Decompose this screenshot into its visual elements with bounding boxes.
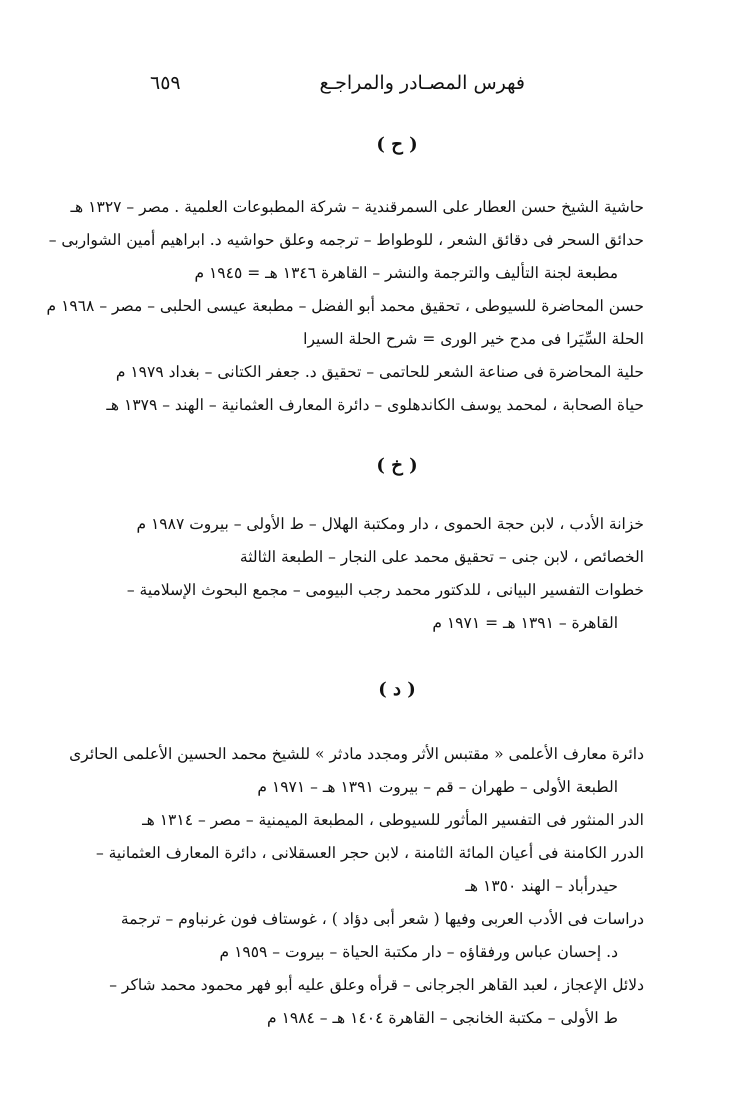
section-heading: ( ح ) bbox=[376, 134, 418, 155]
bibliography-entry bbox=[69, 738, 644, 804]
entry-line: حاشية الشيخ حسن العطار على السمرقندية – شركة المطبوعات العلمية . مصر – ١٣٢٧ هـ bbox=[70, 198, 644, 216]
bibliography-entry bbox=[106, 389, 644, 422]
bibliography-entry bbox=[120, 541, 644, 574]
entry-line: الحلة السِّيَرا فى مدح خير الورى = شرح الحلة السيرا bbox=[303, 330, 644, 348]
entry-line: الدر المنثور فى التفسير المأثور للسيوطى ، المطبعة الميمنية – مصر – ١٣١٤ هـ bbox=[142, 811, 644, 829]
section-khah bbox=[120, 446, 644, 640]
entry-line: خزانة الأدب ، لابن حجة الحموى ، دار ومكتبة الهلال – ط الأولى – بيروت ١٩٨٧ م bbox=[136, 515, 644, 533]
entry-line: حدائق السحر فى دقائق الشعر ، للوطواط – ترجمه وعلق حواشيه د. ابراهيم أمين الشواربى – bbox=[48, 231, 644, 249]
bibliography-entry bbox=[120, 903, 644, 969]
bibliography-entry bbox=[46, 290, 644, 323]
section-hah bbox=[46, 125, 644, 422]
entry-line: الخصائص ، لابن جنى – تحقيق محمد على النجار – الطبعة الثالثة bbox=[239, 548, 644, 566]
entry-line: دائرة معارف الأعلمى « مقتبس الأثر ومجدد مادثر » للشيخ محمد الحسين الأعلمى الحائرى bbox=[69, 745, 644, 763]
running-head bbox=[150, 72, 525, 102]
page-number: ٦٥٩ bbox=[150, 72, 181, 94]
bibliography-entry bbox=[120, 804, 644, 837]
section-heading: ( د ) bbox=[378, 679, 416, 700]
entry-line: دلائل الإعجاز ، لعبد القاهر الجرجانى – قرأه وعلق عليه أبو فهر محمود محمد شاكر – bbox=[109, 976, 644, 994]
entry-line: حسن المحاضرة للسيوطى ، تحقيق محمد أبو الفضل – مطبعة عيسى الحلبى – مصر – ١٩٦٨ م bbox=[46, 297, 644, 315]
section-heading: ( خ ) bbox=[376, 455, 418, 476]
bibliography-entry bbox=[95, 837, 644, 903]
entry-line: الدرر الكامنة فى أعيان المائة الثامنة ، لابن حجر العسقلانى ، دائرة المعارف العثمانية – bbox=[95, 844, 644, 862]
bibliography-entry bbox=[109, 969, 644, 1035]
section-dal bbox=[69, 670, 644, 1035]
entry-line: حلية المحاضرة فى صناعة الشعر للحاتمى – تحقيق د. جعفر الكتانى – بغداد ١٩٧٩ م bbox=[115, 363, 644, 381]
bibliography-entry bbox=[70, 191, 644, 224]
entry-line-continuation: الطبعة الأولى – طهران – قم – بيروت ١٣٩١ هـ – ١٩٧١ م bbox=[257, 778, 618, 796]
entry-line-continuation: حيدرأباد – الهند ١٣٥٠ هـ bbox=[465, 877, 618, 895]
entry-line: دراسات فى الأدب العربى وفيها ( شعر أبى دؤاد ) ، غوستاف فون غرنباوم – ترجمة bbox=[120, 910, 644, 928]
bibliography-entry bbox=[48, 224, 644, 290]
bibliography-entry bbox=[120, 323, 644, 356]
entry-line-continuation: القاهرة – ١٣٩١ هـ = ١٩٧١ م bbox=[432, 614, 618, 632]
running-title: فهرس المصـادر والمراجـع bbox=[319, 72, 525, 94]
entry-line-continuation: ط الأولى – مكتبة الخانجى – القاهرة ١٤٠٤ هـ – ١٩٨٤ م bbox=[267, 1009, 618, 1027]
bibliography-entry bbox=[115, 356, 644, 389]
bibliography-entry bbox=[120, 574, 644, 640]
entry-line-continuation: د. إحسان عباس ورفقاؤه – دار مكتبة الحياة – بيروت – ١٩٥٩ م bbox=[219, 943, 618, 961]
entry-line: خطوات التفسير البيانى ، للدكتور محمد رجب البيومى – مجمع البحوث الإسلامية – bbox=[126, 581, 644, 599]
bibliography-entry bbox=[120, 508, 644, 541]
entry-line: حياة الصحابة ، لمحمد يوسف الكاندهلوى – دائرة المعارف العثمانية – الهند – ١٣٧٩ هـ bbox=[106, 396, 644, 414]
entry-line-continuation: مطبعة لجنة التأليف والترجمة والنشر – القاهرة ١٣٤٦ هـ = ١٩٤٥ م bbox=[194, 264, 618, 282]
